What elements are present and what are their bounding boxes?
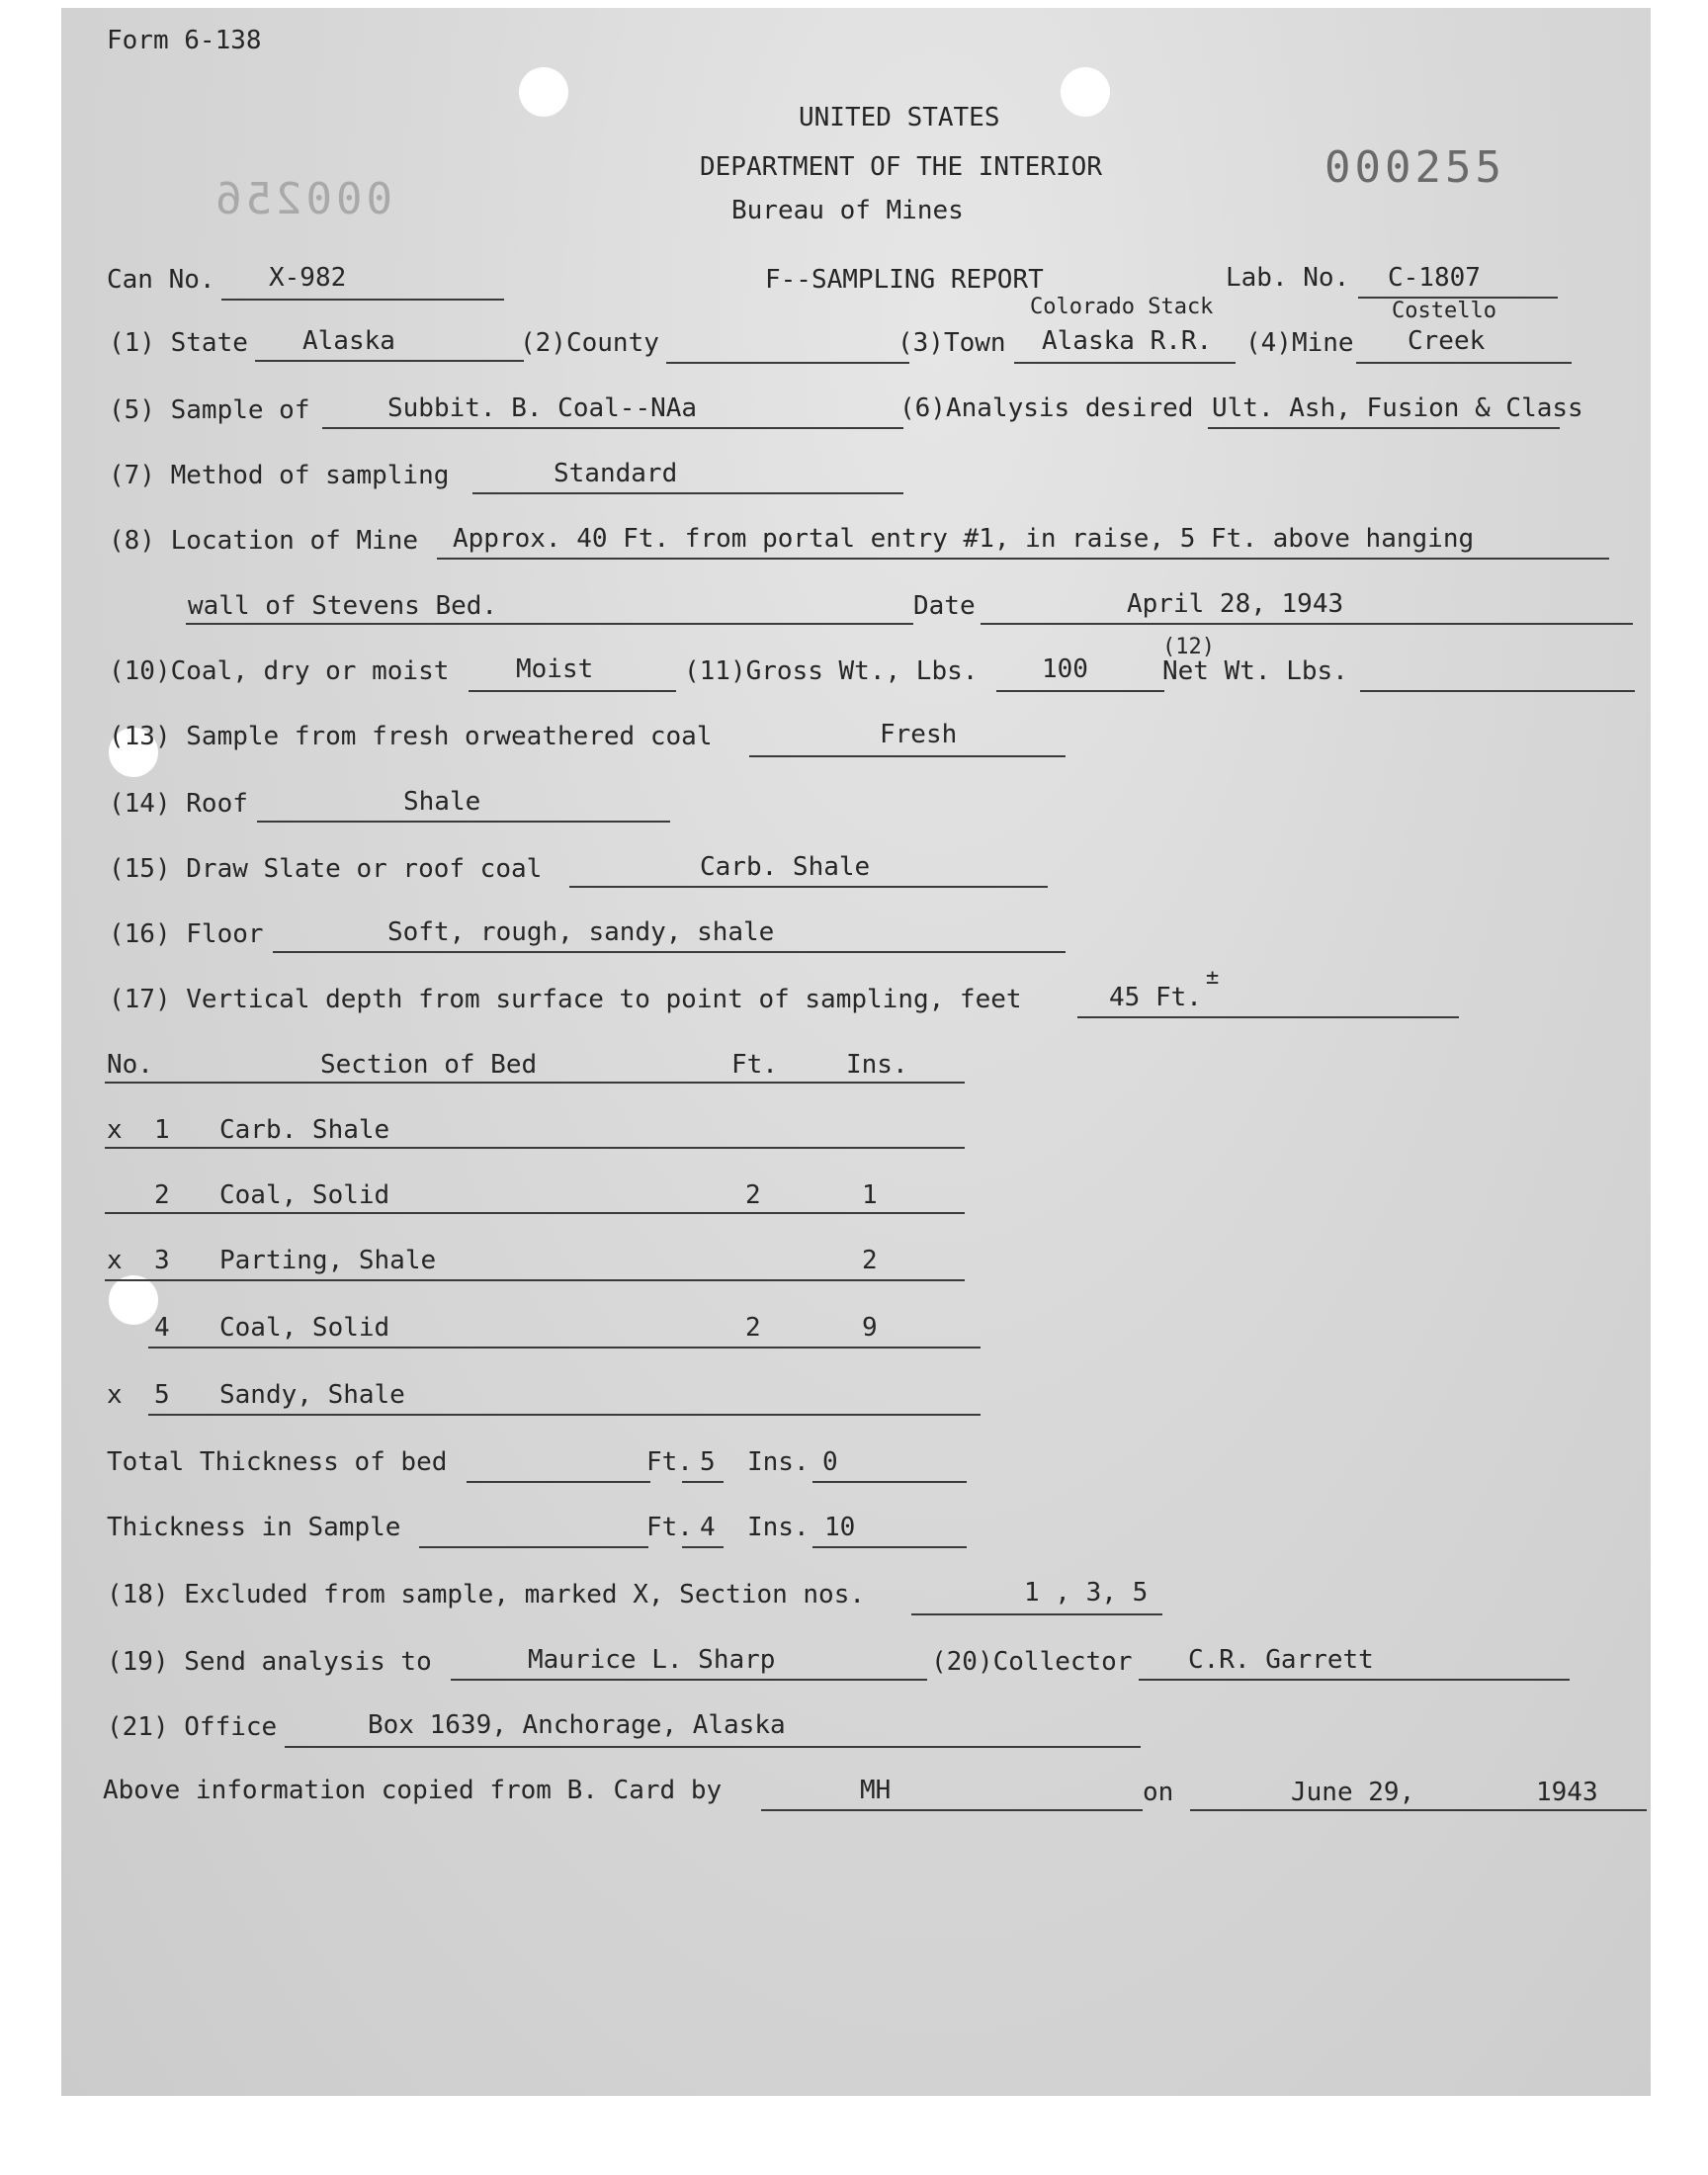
total-ft-value: 5 [700,1447,716,1477]
draw-slate-value: Carb. Shale [700,852,871,882]
underline [148,1347,981,1348]
underline [451,1679,927,1681]
coal-dry-moist-value: Moist [516,654,594,684]
excluded-label: (18) Excluded from sample, marked X, Section nos. [107,1580,866,1610]
form-number: Form 6-138 [107,26,262,55]
collector-label: (20)Collector [931,1647,1133,1677]
serial-stamp: 000255 [1324,142,1505,193]
table-row-section: Sandy, Shale [219,1380,405,1410]
underline [105,1147,965,1149]
sample-of-label: (5) Sample of [109,395,310,425]
town-value: Alaska R.R. [1042,326,1213,356]
underline [911,1613,1162,1615]
location-value-line-1: Approx. 40 Ft. from portal entry #1, in raise, 5 Ft. above hanging [453,524,1475,554]
sample-of-value: Subbit. B. Coal--NAa [387,393,698,423]
date-value: April 28, 1943 [1127,589,1344,619]
underline [105,1279,965,1281]
gross-wt-value: 100 [1042,654,1088,684]
fresh-weathered-value: Fresh [880,720,958,749]
underline [419,1546,648,1548]
table-header-section: Section of Bed [320,1050,538,1080]
gross-wt-label: (11)Gross Wt., Lbs. [684,656,979,686]
header-line-3: Bureau of Mines [731,196,964,225]
office-label: (21) Office [107,1712,278,1742]
table-row-no: 2 [154,1180,170,1210]
table-row-section: Coal, Solid [219,1180,390,1210]
office-value: Box 1639, Anchorage, Alaska [368,1710,786,1740]
table-row-no: 3 [154,1246,170,1275]
header-line-2: DEPARTMENT OF THE INTERIOR [700,152,1102,182]
underline [1360,690,1635,692]
mine-annotation: Costello [1392,299,1496,323]
underline [221,299,504,301]
table-row-ft: 2 [745,1313,761,1343]
underline [749,755,1066,757]
analysis-label: (6)Analysis desired [899,393,1194,423]
underline [812,1546,967,1548]
underline [105,1082,965,1084]
copied-by-value: MH [860,1776,892,1805]
underline [273,951,1066,953]
underline [761,1809,1143,1811]
underline [1014,362,1236,364]
fresh-weathered-label: (13) Sample from fresh orweathered coal [109,722,713,751]
underline [812,1481,967,1483]
sample-thickness-label: Thickness in Sample [107,1513,401,1542]
table-row-no: 5 [154,1380,170,1410]
underline [472,492,903,494]
total-ins-value: 0 [822,1447,838,1477]
can-no-label: Can No. [107,265,215,295]
underline [1139,1679,1570,1681]
send-analysis-label: (19) Send analysis to [107,1647,432,1677]
table-row-section: Parting, Shale [219,1246,437,1275]
underline [469,690,676,692]
underline [682,1546,724,1548]
total-ft-label: Ft. [646,1447,693,1477]
net-wt-label: Net Wt. Lbs. [1162,656,1348,686]
table-header-ins: Ins. [846,1050,908,1080]
underline [1208,427,1560,429]
send-analysis-value: Maurice L. Sharp [528,1645,776,1675]
method-value: Standard [554,459,678,488]
underline [1190,1809,1647,1811]
vertical-depth-value: 45 Ft. [1109,983,1202,1012]
table-header-no: No. [107,1050,153,1080]
location-label: (8) Location of Mine [109,526,419,556]
mine-value: Creek [1408,326,1486,356]
analysis-value: Ult. Ash, Fusion & Class [1212,393,1583,423]
underline [322,427,903,429]
copied-year-value: 1943 [1536,1778,1598,1807]
town-label: (3)Town [897,328,1006,358]
date-label: Date [913,591,976,621]
net-wt-number: (12) [1162,635,1215,659]
underline [437,558,1609,560]
town-annotation: Colorado Stack [1030,295,1214,319]
lab-no-label: Lab. No. [1226,263,1350,293]
underline [257,821,670,823]
table-row-ins: 2 [862,1246,878,1275]
copied-on-label: on [1143,1778,1174,1807]
can-no-value: X-982 [269,263,347,293]
excluded-value: 1 , 3, 5 [1024,1578,1149,1608]
sample-ft-value: 4 [700,1513,716,1542]
table-row-no: 1 [154,1115,170,1145]
floor-value: Soft, rough, sandy, shale [387,917,775,947]
table-header-ft: Ft. [731,1050,778,1080]
underline [666,362,909,364]
total-ins-label: Ins. [747,1447,810,1477]
underline [569,886,1048,888]
table-row-excluded-mark: x [107,1380,123,1410]
report-title: F--SAMPLING REPORT [765,265,1044,295]
lab-no-value: C-1807 [1388,263,1481,293]
sample-ft-label: Ft. [646,1513,693,1542]
punch-hole [519,67,568,117]
form-sheet [61,8,1651,2096]
roof-value: Shale [403,787,481,817]
table-row-section: Coal, Solid [219,1313,390,1343]
underline [285,1746,1141,1748]
coal-dry-moist-label: (10)Coal, dry or moist [109,656,450,686]
underline [148,1414,981,1416]
table-row-no: 4 [154,1313,170,1343]
method-label: (7) Method of sampling [109,461,450,490]
copied-date-value: June 29, [1291,1778,1415,1807]
sample-ins-value: 10 [824,1513,856,1542]
mine-label: (4)Mine [1245,328,1354,358]
vertical-depth-label: (17) Vertical depth from surface to point of sampling, feet [109,985,1022,1014]
table-row-ins: 1 [862,1180,878,1210]
punch-hole [1061,67,1110,117]
copied-from-label: Above information copied from B. Card by [103,1776,723,1805]
state-label: (1) State [109,328,248,358]
table-row-excluded-mark: x [107,1246,123,1275]
table-row-section: Carb. Shale [219,1115,390,1145]
underline [105,1212,965,1214]
vertical-depth-mark: ± [1206,965,1220,990]
header-line-1: UNITED STATES [799,103,1000,132]
underline [186,623,913,625]
county-label: (2)County [520,328,659,358]
serial-stamp-bleed-through: 000256 [212,174,392,224]
underline [467,1481,650,1483]
underline [1077,1016,1459,1018]
table-row-excluded-mark: x [107,1115,123,1145]
draw-slate-label: (15) Draw Slate or roof coal [109,854,543,884]
state-value: Alaska [302,326,395,356]
table-row-ins: 9 [862,1313,878,1343]
collector-value: C.R. Garrett [1188,1645,1374,1675]
floor-label: (16) Floor [109,919,264,949]
roof-label: (14) Roof [109,789,248,819]
total-thickness-label: Total Thickness of bed [107,1447,448,1477]
underline [1356,362,1572,364]
underline [682,1481,724,1483]
location-value-line-2: wall of Stevens Bed. [188,591,498,621]
underline [255,360,524,362]
sample-ins-label: Ins. [747,1513,810,1542]
table-row-ft: 2 [745,1180,761,1210]
underline [981,623,1633,625]
punch-hole [109,1275,158,1325]
underline [996,690,1164,692]
